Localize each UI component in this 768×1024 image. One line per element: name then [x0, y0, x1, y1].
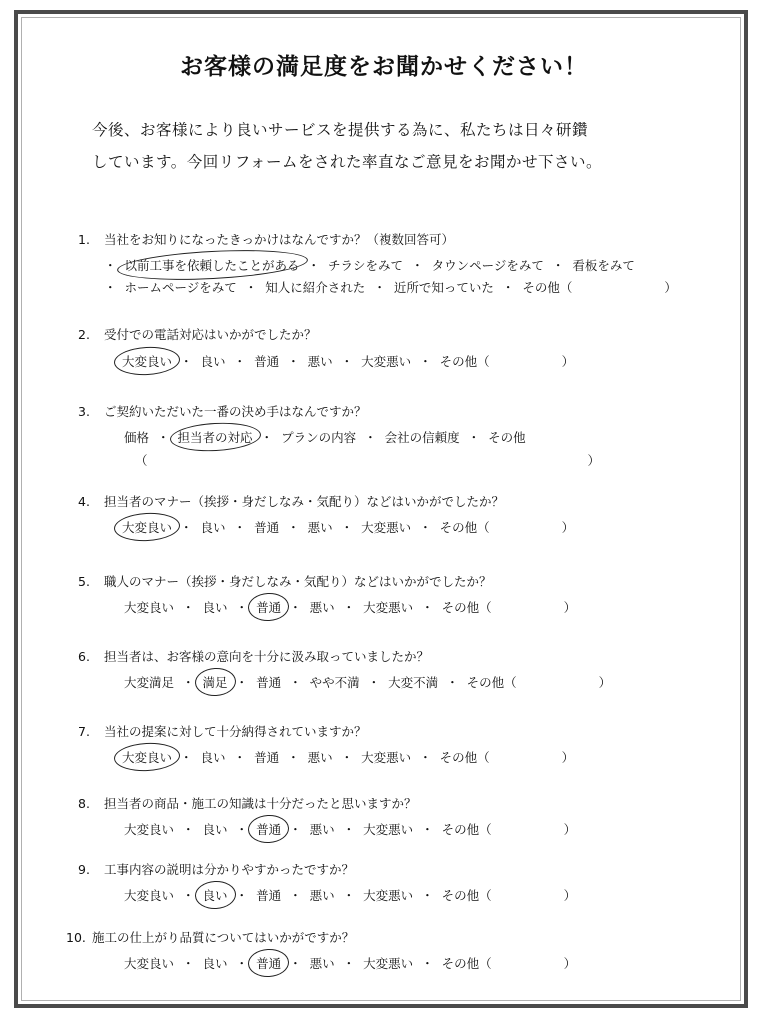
answer-option[interactable]: その他（ [439, 750, 490, 765]
answer-option[interactable]: 会社の信頼度 [384, 430, 460, 445]
other-answer-close-paren: ） [563, 822, 577, 837]
answer-option[interactable]: 近所で知っていた [393, 280, 494, 295]
answer-option-selected[interactable]: 普通 [256, 956, 282, 971]
separator: ・ [233, 750, 247, 765]
answer-option[interactable]: 悪い [309, 888, 335, 903]
answer-options [104, 256, 635, 274]
answer-option[interactable]: ホームページをみて [124, 280, 237, 295]
question-number: 10. [66, 930, 86, 945]
answer-options [104, 278, 677, 296]
separator: ・ [260, 430, 274, 445]
bullet: ・ [104, 280, 117, 295]
question-8 [78, 794, 417, 812]
separator: ・ [501, 280, 515, 295]
separator: ・ [233, 354, 247, 369]
question-text: 受付での電話対応はいかがでしたか？ [104, 327, 317, 342]
question-text: ご契約いただいた一番の決め手はなんですか？ [104, 404, 367, 419]
separator: ・ [421, 888, 434, 903]
question-7 [78, 722, 367, 740]
other-answer-close-paren: ） [664, 280, 677, 295]
answer-option[interactable]: その他（ [441, 822, 492, 837]
separator: ・ [421, 600, 434, 615]
question-10 [66, 928, 354, 946]
other-answer-close-paren: ） [563, 888, 577, 903]
answer-option[interactable]: その他（ [441, 956, 492, 971]
answer-options [124, 820, 576, 838]
separator: ・ [340, 354, 354, 369]
separator: ・ [367, 675, 381, 690]
separator: ・ [182, 600, 195, 615]
answer-options [124, 886, 576, 904]
separator: ・ [342, 822, 356, 837]
answer-option-selected[interactable]: 以前工事を依頼したことがある [124, 258, 300, 273]
question-text: 担当者の商品・施工の知識は十分だったと思いますか？ [104, 796, 417, 811]
answer-option[interactable]: 普通 [254, 354, 280, 369]
separator: ・ [467, 430, 481, 445]
answer-option[interactable]: 価格 [124, 430, 150, 445]
answer-option-selected[interactable]: 担当者の対応 [177, 430, 253, 445]
intro-line-1: 今後、お客様により良いサービスを提供する為に、私たちは日々研鑽 [92, 121, 589, 139]
answer-option[interactable]: 普通 [254, 750, 280, 765]
question-text: 工事内容の説明は分かりやすかったですか？ [104, 862, 355, 877]
answer-option[interactable]: 大変良い [124, 600, 175, 615]
answer-option[interactable]: 大変不満 [388, 675, 439, 690]
separator: ・ [182, 822, 195, 837]
separator: ・ [411, 258, 424, 273]
separator: ・ [551, 258, 565, 273]
question-1 [78, 230, 454, 248]
question-text: 担当者は、お客様の意向を十分に汲み取っていましたか？ [104, 649, 430, 664]
separator: ・ [182, 956, 195, 971]
question-4 [78, 492, 504, 510]
separator: ・ [157, 430, 170, 445]
answer-option[interactable]: 普通 [256, 675, 282, 690]
question-text: 施工の仕上がり品質についてはいかがですか？ [92, 930, 355, 945]
separator: ・ [342, 600, 356, 615]
answer-option[interactable]: 大変良い [124, 956, 175, 971]
separator: ・ [373, 280, 386, 295]
answer-option[interactable]: その他（ [441, 888, 492, 903]
page-title: お客様の満足度をお聞かせください！ [180, 54, 588, 80]
answer-option[interactable]: 大変悪い [363, 956, 414, 971]
question-number: 5. [78, 574, 90, 589]
answer-option[interactable]: 良い [202, 822, 228, 837]
separator: ・ [180, 354, 193, 369]
answer-option[interactable]: 良い [200, 750, 226, 765]
separator: ・ [340, 520, 354, 535]
separator: ・ [340, 750, 354, 765]
bullet: ・ [104, 258, 117, 273]
question-5 [78, 572, 492, 590]
answer-options [124, 428, 526, 446]
answer-option-selected[interactable]: 大変良い [122, 520, 173, 535]
separator: ・ [235, 888, 249, 903]
other-answer-close-paren: ） [563, 956, 577, 971]
answer-options [122, 352, 574, 370]
separator: ・ [289, 600, 302, 615]
question-number: 7. [78, 724, 90, 739]
answer-options [124, 673, 611, 691]
separator: ・ [244, 280, 258, 295]
other-answer-close-paren: ） [561, 750, 575, 765]
question-number: 3. [78, 404, 90, 419]
separator: ・ [235, 956, 249, 971]
separator: ・ [233, 520, 247, 535]
answer-option[interactable]: タウンページをみて [431, 258, 544, 273]
answer-option[interactable]: 大変悪い [361, 520, 412, 535]
other-answer-close-paren: ） [561, 354, 575, 369]
separator: ・ [287, 520, 300, 535]
question-text: 当社の提案に対して十分納得されていますか？ [104, 724, 367, 739]
question-number: 4. [78, 494, 90, 509]
answer-option-selected[interactable]: 普通 [256, 600, 282, 615]
question-text: 担当者のマナー（挨拶・身だしなみ・気配り）などはいかがでしたか？ [104, 494, 505, 509]
answer-options [122, 518, 574, 536]
answer-option[interactable]: 良い [202, 956, 228, 971]
answer-option[interactable]: 大変良い [124, 822, 175, 837]
answer-option[interactable]: 大変悪い [361, 354, 412, 369]
answer-option[interactable]: 大変満足 [124, 675, 175, 690]
other-answer-close-paren: ） [587, 453, 601, 468]
answer-options [124, 954, 576, 972]
answer-option[interactable]: 悪い [309, 822, 335, 837]
separator: ・ [289, 956, 302, 971]
answer-option[interactable]: プランの内容 [281, 430, 357, 445]
other-answer-close-paren: ） [598, 675, 612, 690]
question-number: 2. [78, 327, 90, 342]
question-9 [78, 860, 354, 878]
question-number: 1. [78, 232, 90, 247]
answer-option[interactable]: 看板をみて [572, 258, 635, 273]
question-text: 当社をお知りになったきっかけはなんですか？（複数回答可） [104, 232, 455, 247]
answer-option[interactable]: 大変悪い [363, 888, 414, 903]
separator: ・ [307, 258, 321, 273]
separator: ・ [235, 675, 249, 690]
answer-option-selected[interactable]: 満足 [202, 675, 228, 690]
separator: ・ [289, 888, 302, 903]
separator: ・ [419, 354, 432, 369]
answer-option[interactable]: （ [135, 453, 148, 468]
separator: ・ [289, 822, 302, 837]
answer-option[interactable]: その他（ [439, 520, 490, 535]
separator: ・ [180, 520, 193, 535]
question-3 [78, 402, 367, 420]
answer-option[interactable]: 知人に紹介された [265, 280, 366, 295]
answer-option[interactable]: やや不満 [309, 675, 360, 690]
separator: ・ [342, 888, 356, 903]
answer-option[interactable]: 普通 [256, 888, 282, 903]
answer-option[interactable]: その他（ [441, 600, 492, 615]
separator: ・ [421, 822, 434, 837]
answer-option-selected[interactable]: 普通 [256, 822, 282, 837]
answer-option[interactable]: その他 [488, 430, 526, 445]
question-number: 9. [78, 862, 90, 877]
answer-option[interactable]: 悪い [307, 520, 333, 535]
answer-option[interactable]: 良い [200, 520, 226, 535]
separator: ・ [342, 956, 356, 971]
separator: ・ [182, 675, 195, 690]
answer-options [122, 748, 574, 766]
answer-option[interactable]: 大変悪い [361, 750, 412, 765]
separator: ・ [421, 956, 434, 971]
other-answer-close-paren: ） [561, 520, 575, 535]
question-number: 8. [78, 796, 90, 811]
separator: ・ [180, 750, 193, 765]
answer-option[interactable]: 悪い [307, 354, 333, 369]
separator: ・ [287, 354, 300, 369]
answer-options [135, 451, 600, 469]
answer-option[interactable]: チラシをみて [328, 258, 404, 273]
answer-option-selected[interactable]: 大変良い [122, 354, 173, 369]
separator: ・ [287, 750, 300, 765]
answer-option-selected[interactable]: 大変良い [122, 750, 173, 765]
intro-line-2: しています。今回リフォームをされた率直なご意見をお聞かせ下さい。 [92, 153, 602, 171]
answer-option[interactable]: その他（ [439, 354, 490, 369]
separator: ・ [419, 520, 432, 535]
other-answer-close-paren: ） [563, 600, 577, 615]
separator: ・ [419, 750, 432, 765]
answer-option[interactable]: 良い [202, 600, 228, 615]
answer-option-selected[interactable]: 良い [202, 888, 228, 903]
question-6 [78, 647, 429, 665]
question-2 [78, 325, 317, 343]
answer-option[interactable]: その他（ [466, 675, 517, 690]
answer-option[interactable]: 大変悪い [363, 600, 414, 615]
answer-option[interactable]: 大変良い [124, 888, 175, 903]
answer-option[interactable]: 悪い [307, 750, 333, 765]
answer-option[interactable]: 普通 [254, 520, 280, 535]
answer-option[interactable]: 大変悪い [363, 822, 414, 837]
answer-option[interactable]: その他（ [522, 280, 573, 295]
separator: ・ [446, 675, 459, 690]
separator: ・ [289, 675, 302, 690]
question-text: 職人のマナー（挨拶・身だしなみ・気配り）などはいかがでしたか？ [104, 574, 492, 589]
answer-option[interactable]: 悪い [309, 956, 335, 971]
separator: ・ [182, 888, 195, 903]
answer-option[interactable]: 良い [200, 354, 226, 369]
separator: ・ [364, 430, 377, 445]
separator: ・ [235, 822, 249, 837]
question-number: 6. [78, 649, 90, 664]
answer-options [124, 598, 576, 616]
separator: ・ [235, 600, 249, 615]
answer-option[interactable]: 悪い [309, 600, 335, 615]
